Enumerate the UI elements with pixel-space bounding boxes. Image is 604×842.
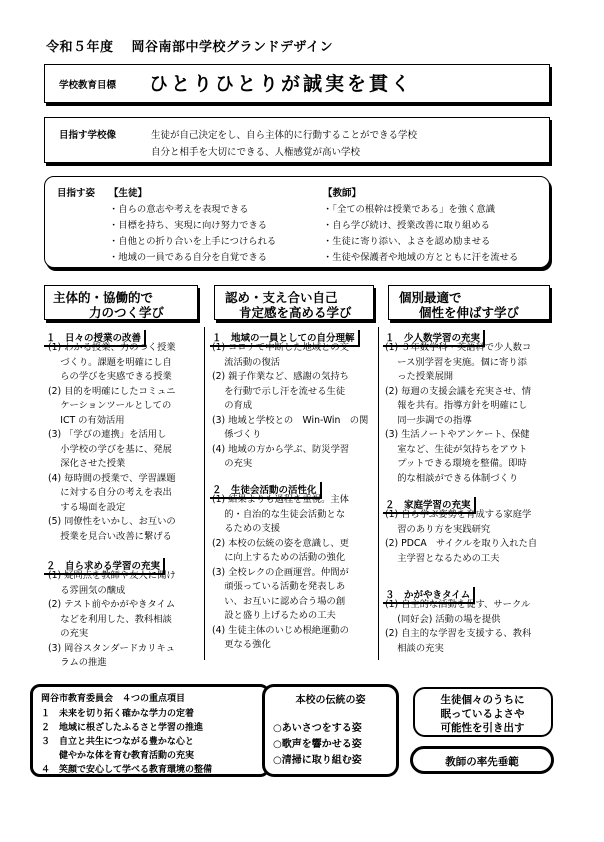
teacher-ideal-item: ・生徒に寄り添い、よさを認め励ませる: [323, 236, 491, 247]
board-item: ４ 笑顔で安心して学べる教育環境の整備: [41, 765, 213, 775]
ideal-figures-box: [44, 176, 550, 268]
teacher-ideal-item: ・生徒や保護者や地域の方とともに汗を流せる: [323, 252, 519, 263]
teachers-heading: 【教師】: [323, 188, 362, 199]
section-title: １ 地域の一員としての自分理解: [210, 326, 360, 347]
growth-line: 可能性を引き出す: [440, 722, 525, 734]
year-label: 令和５年度: [46, 40, 114, 55]
column-header-3: [388, 285, 550, 320]
ideal-school-line: 生徒が自己決定をし、自ら主体的に行動することができる学校: [151, 130, 418, 141]
title-text: 岡谷南部中学校グランドデザイン: [131, 40, 334, 55]
teacher-lead-box: [410, 746, 554, 774]
teacher-lead-text: 教師の率先垂範: [445, 756, 519, 768]
student-ideal-item: ・地域の一員である自分を自覚できる: [109, 252, 268, 263]
teacher-ideal-item: ・自ら学び続け、授業改善に取り組める: [323, 220, 490, 231]
section-title: ２ 生徒会活動の活性化: [210, 478, 322, 499]
tradition-item: ○歌声を響かせる姿: [273, 739, 362, 750]
growth-line: 眠っているよさや: [440, 708, 525, 720]
column-divider: [378, 327, 379, 660]
column-divider: [204, 327, 205, 660]
board-item: １ 未来を切り拓く確かな学力の定着: [41, 709, 195, 719]
school-goal-label: 学校教育目標: [59, 80, 117, 91]
growth-box: [413, 687, 553, 737]
list-item: (1) ３年数学科・英語科で少人数コ ース別学習を実施。個に寄り添 った授業展開 (2) 毎週の支援会議を充実させ、情 報を共有。指導方針を明確にし 同一歩調での指導 (3) 生活ノートやアンケート、保健 室など、生徒が気持ちをアウト プットできる環境を整備。即時 的な相談ができる体制づくり: [385, 342, 532, 484]
section-title: ２ 家庭学習の充実: [383, 493, 476, 514]
school-goal-text: ひとりひとりが誠実を貫く: [149, 73, 414, 95]
teacher-ideal-item: ・「全ての根幹は授業である」を強く意識: [323, 204, 495, 215]
student-ideal-item: ・自らの意志や考えを表現できる: [109, 204, 249, 215]
student-ideal-item: ・自他との折り合いを上手につけられる: [109, 236, 277, 247]
section-title: ３ かがやきタイム: [383, 583, 475, 604]
section-title: １ 日々の授業の改善: [44, 326, 146, 347]
student-ideal-item: ・目標を持ち、実現に向け努力できる: [109, 220, 268, 231]
page-title: [46, 36, 333, 55]
list-item: (1) 自ら学ぶ姿勢を育成する家庭学 習のあり方を実践研究 (2) PDCA サイクルを取り入れた自 主学習となるための工夫: [385, 509, 538, 564]
column-header-line: 認め・支え合い自己: [225, 290, 338, 305]
column-header-line: 主体的・協働的で: [53, 290, 154, 305]
tradition-item: ○あいさつをする姿: [273, 723, 362, 734]
school-goal-box: [44, 64, 550, 103]
list-item: (1) わかる授業、力のつく授業 づくり。課題を明確にし自 らの学びを実感できる授業 (2) 目的を明確にしたコミュニ ケーションツールとしての ICT の有効活用 (3) 「学びの連携」を活用し 小学校の学びを基に、発展 深化させた授業 (4) 毎時間の授業で、学習課題 に対する自分の考えを表出 する場面を設定 (5) 同僚性をいかし、お互いの 授業を見合い改善に繋げる: [48, 342, 176, 542]
column-header-2: [214, 285, 374, 320]
ideal-school-line: 自分と相手を大切にできる、人権感覚が高い学校: [151, 147, 361, 158]
column-header-line: 個性を伸ばす学び: [419, 305, 520, 320]
ideal-school-box: [44, 117, 550, 163]
board-item: 健やかな体を育む教育活動の充実: [41, 751, 195, 761]
board-item: ３ 自立と共生につながる豊かな心と: [41, 737, 194, 747]
column-header-line: 肯定感を高める学び: [239, 305, 352, 320]
column-header-line: 力のつく学び: [89, 305, 165, 320]
students-heading: 【生徒】: [109, 188, 148, 199]
list-item: (1) 結果よりも過程を重視。主体 的・自治的な生徒会活動とな るための支援 (2) 本校の伝統の姿を意識し、更 に向上するための活動の強化 (3) 全校レクの企画運営。仲間が 頑張っている活動を発表しあ い、お互いに認め合う場の創 設と盛り上げるための工夫 (4) 生徒主体のいじめ根絶運動の 更なる強化: [212, 494, 349, 650]
section-title: １ 少人数学習の充実: [383, 326, 485, 347]
tradition-box: [262, 684, 399, 777]
section-title: ２ 自ら求める学習の充実: [44, 554, 165, 575]
ideal-figures-label: 目指す姿: [57, 188, 96, 199]
column-header-1: [44, 285, 198, 320]
growth-line: 生徒個々のうちに: [440, 694, 525, 706]
column-header-line: 個別最適で: [399, 290, 462, 305]
ideal-school-label: 目指す学校像: [59, 130, 117, 141]
list-item: (1) 自主的な活動を促す、サークル (同好会) 活動の場を提供 (2) 自主的な学習を支援する、教科 相談の充実: [385, 599, 532, 654]
board-item: ２ 地域に根ざしたふるさと学習の推進: [41, 723, 204, 733]
board-of-education-box: [30, 684, 270, 777]
list-item: (1) コロナで中断した地域との交 流活動の復活 (2) 親子作業など、感謝の気持ち を行動で示し汗を流せる生徒 の育成 (3) 地域と学校との Win-Win の関 係づくり (4) 地域の方から学ぶ、防災学習 の充実: [212, 342, 369, 469]
tradition-heading: 本校の伝統の姿: [295, 695, 366, 706]
tradition-item: ○清掃に取り組む姿: [273, 755, 362, 766]
board-heading: 岡谷市教育委員会 ４つの重点項目: [41, 694, 186, 704]
list-item: (1) 疑問点を教師や友人に聞け る雰囲気の醸成 (2) テスト前やかがやきタイム などを利用した、教科相談 の充実 (3) 岡谷スタンダードカリキュ ラムの推進: [48, 570, 176, 668]
